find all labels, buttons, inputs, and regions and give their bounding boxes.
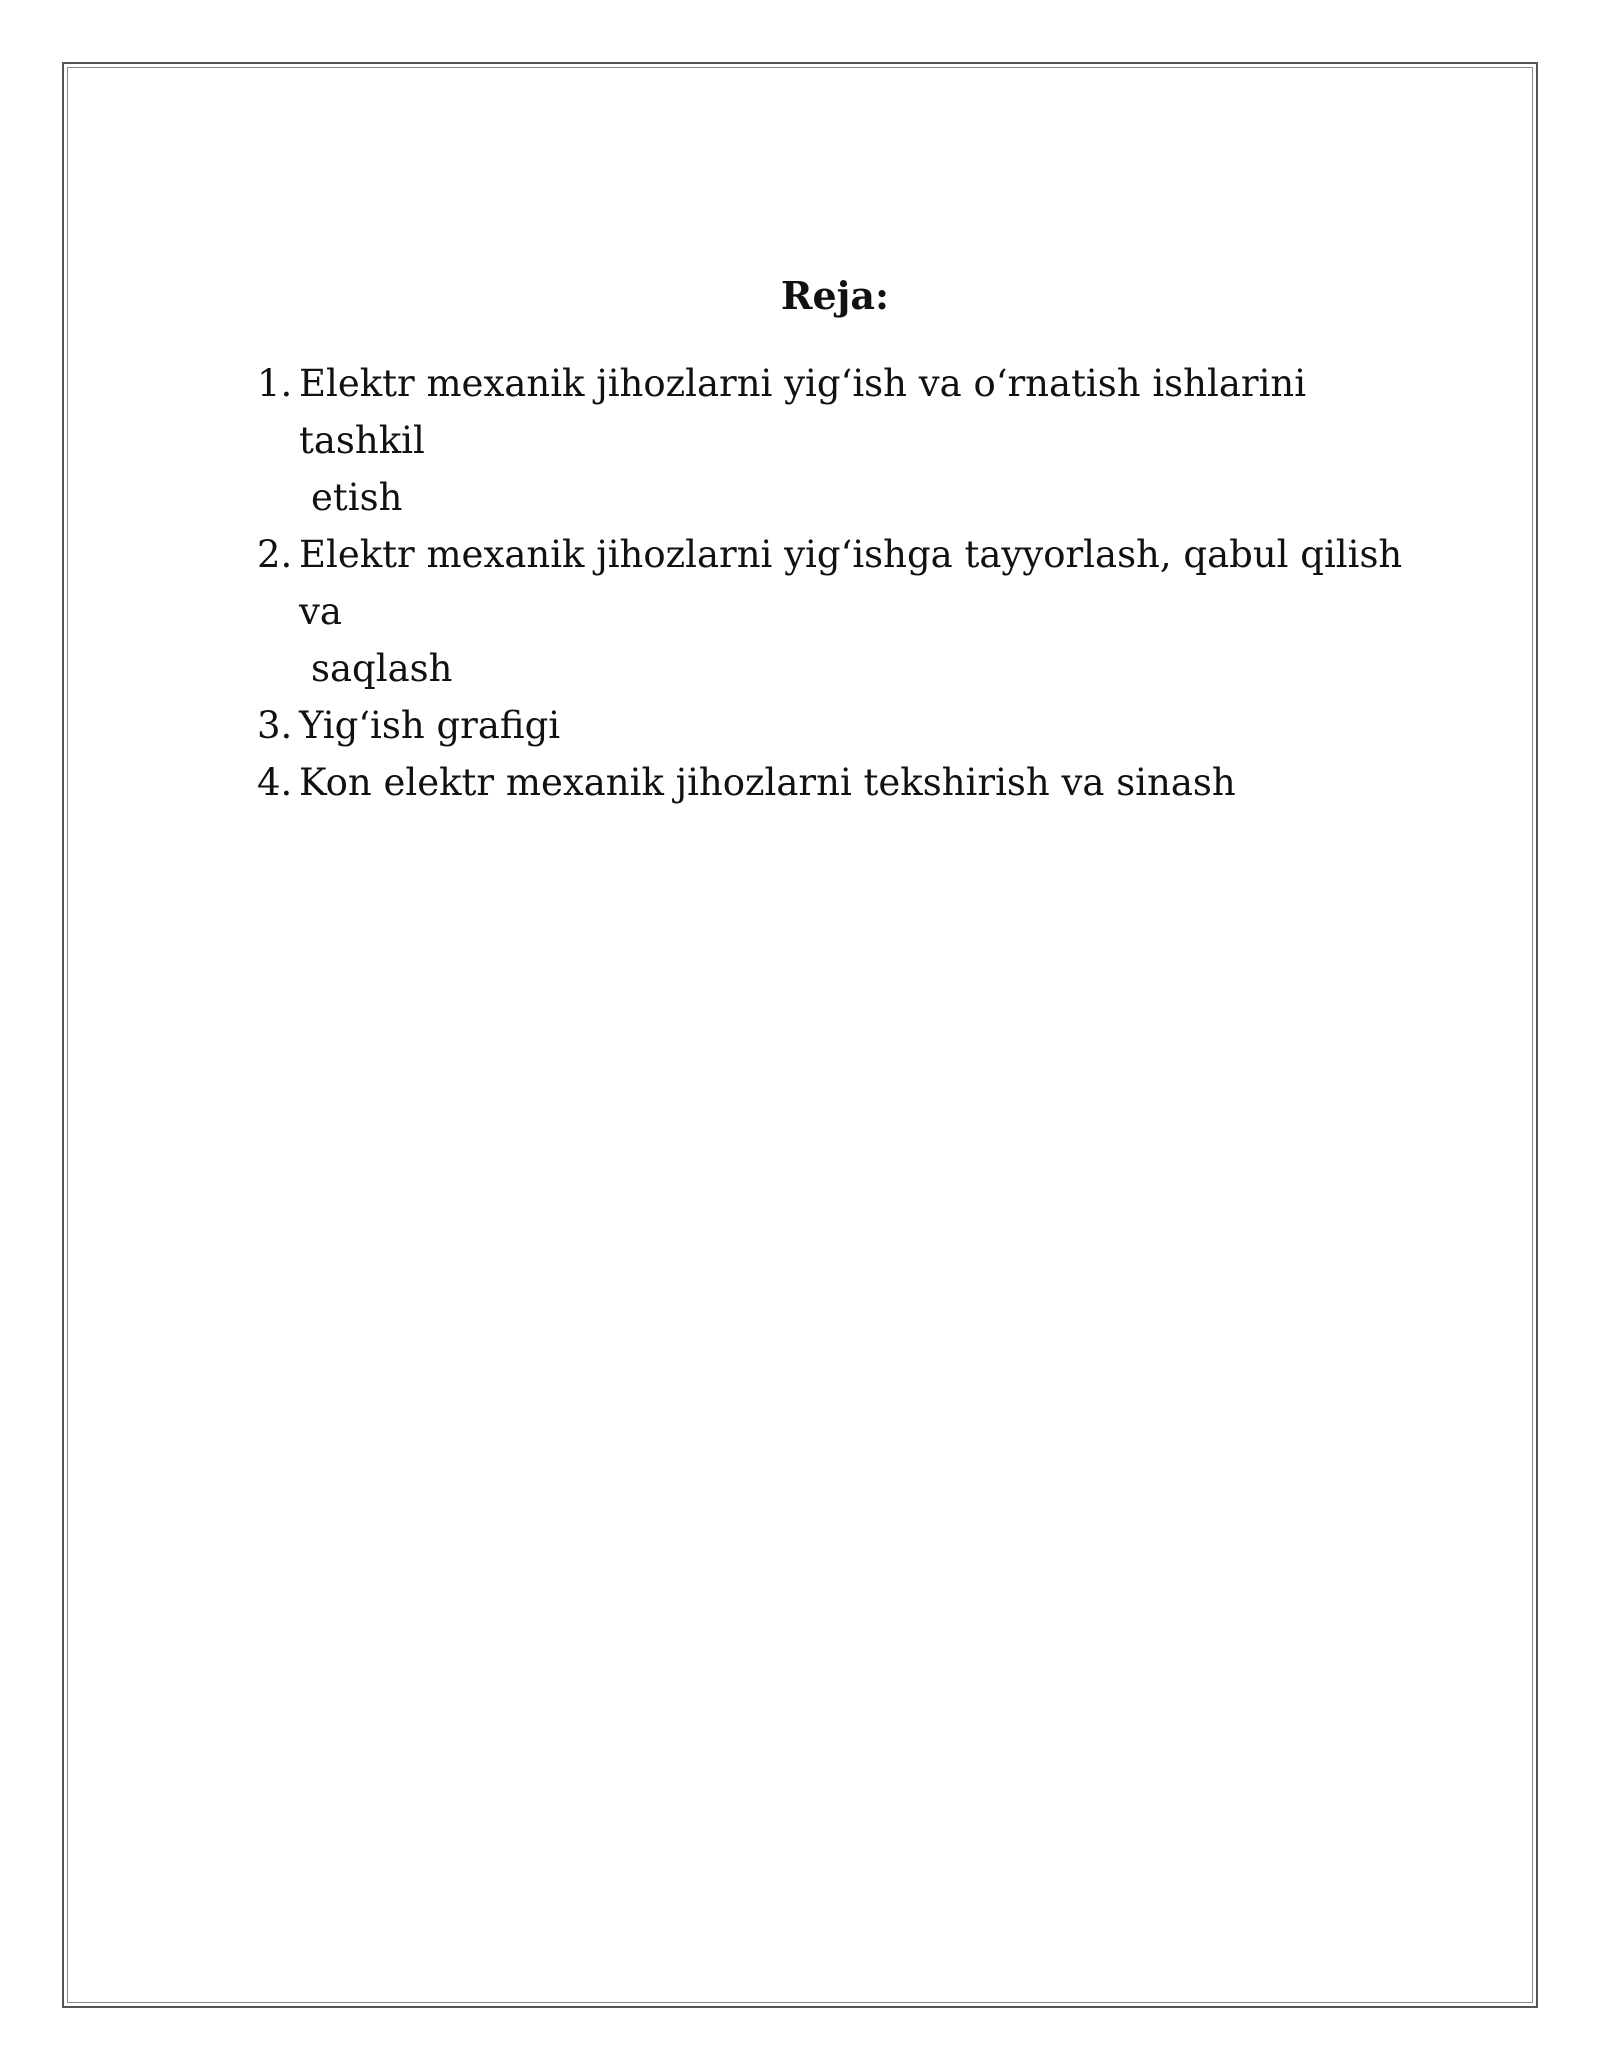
list-item-text (299, 754, 1427, 811)
list-item-number: 3. (257, 704, 293, 747)
list-item-text (299, 697, 1427, 754)
list-item-line: Kon elektr mexanik jihozlarni tekshirish va sinash (299, 761, 1236, 804)
list-item (257, 526, 1427, 697)
page-title: Reja: (780, 273, 890, 318)
list-item-continuation: saqlash (311, 647, 453, 690)
list-item (257, 355, 1427, 526)
list-item-number: 1. (257, 362, 293, 405)
list-item (257, 697, 1427, 754)
list-item-text (299, 355, 1427, 526)
list-item-text (299, 526, 1427, 697)
plan-list (257, 355, 1427, 811)
page-border (62, 62, 1538, 2008)
list-item-line: Yig‘ish grafigi (299, 704, 561, 747)
list-item-line: Elektr mexanik jihozlarni yig‘ishga tayyorlash, qabul qilish va (299, 533, 1403, 633)
list-item-number: 4. (257, 761, 293, 804)
list-item-number: 2. (257, 533, 293, 576)
list-item (257, 754, 1427, 811)
list-item-continuation: etish (311, 476, 403, 519)
list-item-line: Elektr mexanik jihozlarni yig‘ish va o‘rnatish ishlarini tashkil (299, 362, 1307, 462)
